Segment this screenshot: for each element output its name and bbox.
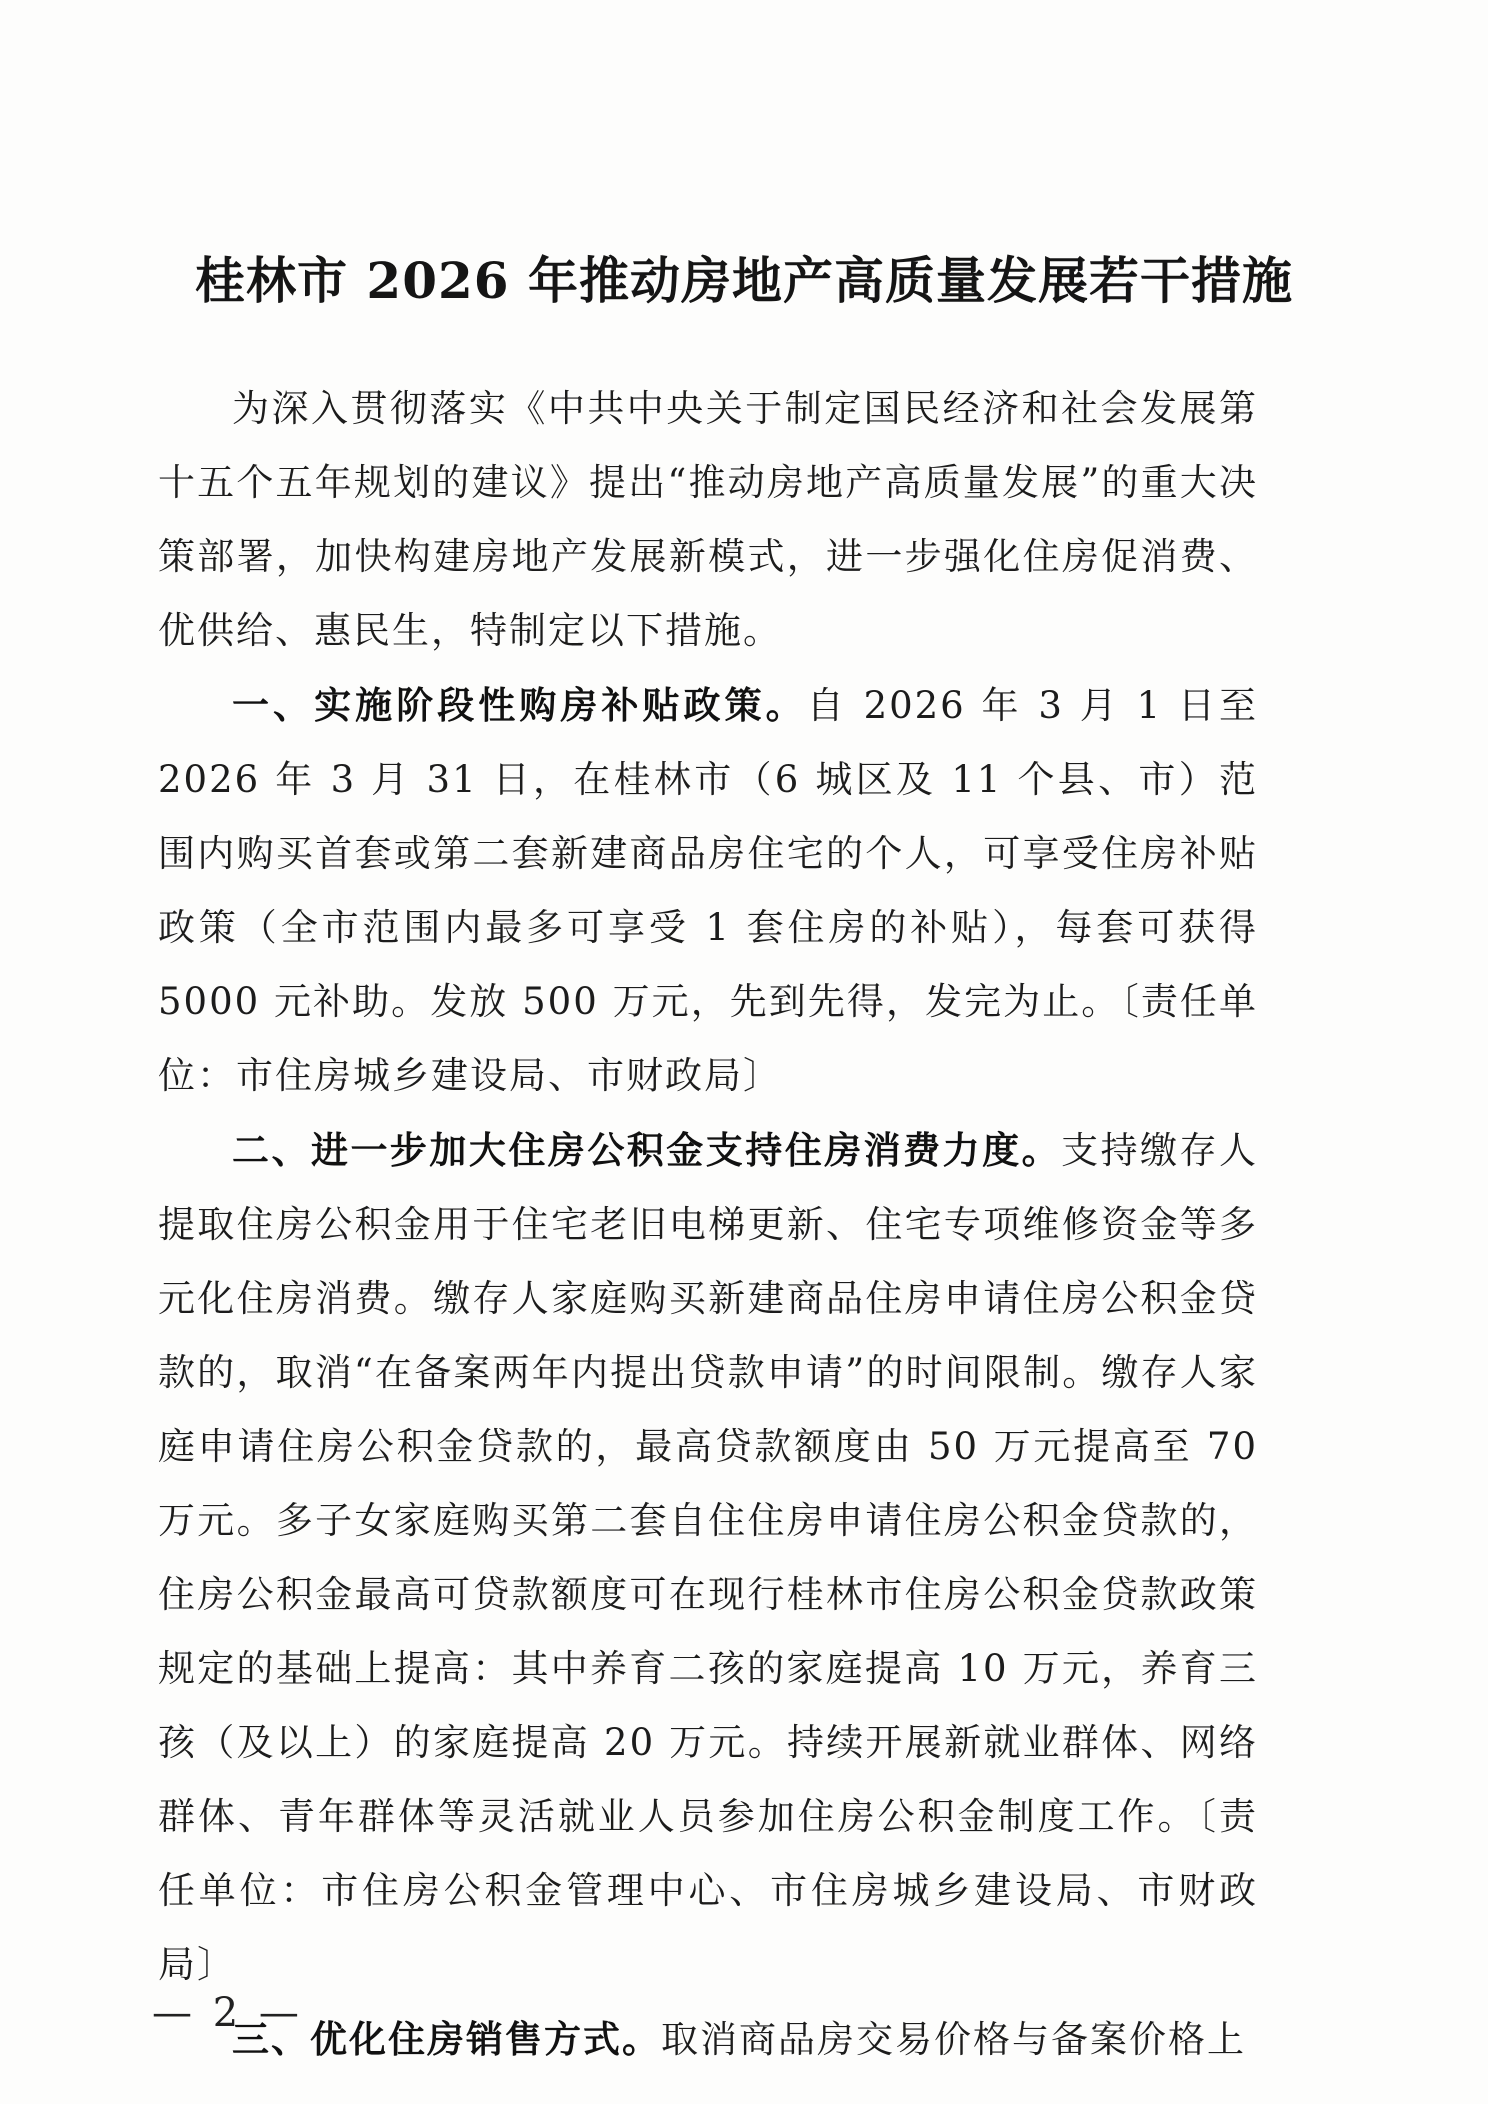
section-3-heading: 三、优化住房销售方式。 <box>232 2017 661 2061</box>
section-1-text: 自 2026 年 3 月 1 日至 2026 年 3 月 31 日，在桂林市（6 城区及 11 个县、市）范围内购买首套或第二套新建商品房住宅的个人，可享受住房补贴政策（全市范围内最多可享受 1 套住房的补贴），每套可获得 5000 元补助。发放 500 万元，先到先得，发完为止。〔责任单位：市住房城乡建设局、市财政局〕 <box>158 684 1259 1097</box>
document-title: 桂林市 2026 年推动房地产高质量发展若干措施 <box>195 250 1293 310</box>
section-3-paragraph <box>158 2002 1258 2077</box>
section-2-heading: 二、进一步加大住房公积金支持住房消费力度。 <box>232 1128 1062 1172</box>
section-1-paragraph <box>158 668 1258 1113</box>
page-number: — 2 — <box>152 1990 303 2036</box>
section-3-text: 取消商品房交易价格与备案价格上 <box>661 2018 1246 2061</box>
document-body <box>158 372 1258 2077</box>
section-1-heading: 一、实施阶段性购房补贴政策。 <box>232 683 807 727</box>
section-2-text: 支持缴存人提取住房公积金用于住宅老旧电梯更新、住宅专项维修资金等多元化住房消费。缴存人家庭购买新建商品住房申请住房公积金贷款的，取消“在备案两年内提出贷款申请”的时间限制。缴存人家庭申请住房公积金贷款的，最高贷款额度由 50 万元提高至 70 万元。多子女家庭购买第二套自住住房申请住房公积金贷款的，住房公积金最高可贷款额度可在现行桂林市住房公积金贷款政策规定的基础上提高：其中养育二孩的家庭提高 10 万元，养育三孩（及以上）的家庭提高 20 万元。持续开展新就业群体、网络群体、青年群体等灵活就业人员参加住房公积金制度工作。〔责任单位：市住房公积金管理中心、市住房城乡建设局、市财政局〕 <box>158 1129 1259 1986</box>
intro-paragraph: 为深入贯彻落实《中共中央关于制定国民经济和社会发展第十五个五年规划的建议》提出“推动房地产高质量发展”的重大决策部署，加快构建房地产发展新模式，进一步强化住房促消费、优供给、惠民生，特制定以下措施。 <box>158 387 1258 652</box>
section-2-paragraph <box>158 1113 1258 2002</box>
